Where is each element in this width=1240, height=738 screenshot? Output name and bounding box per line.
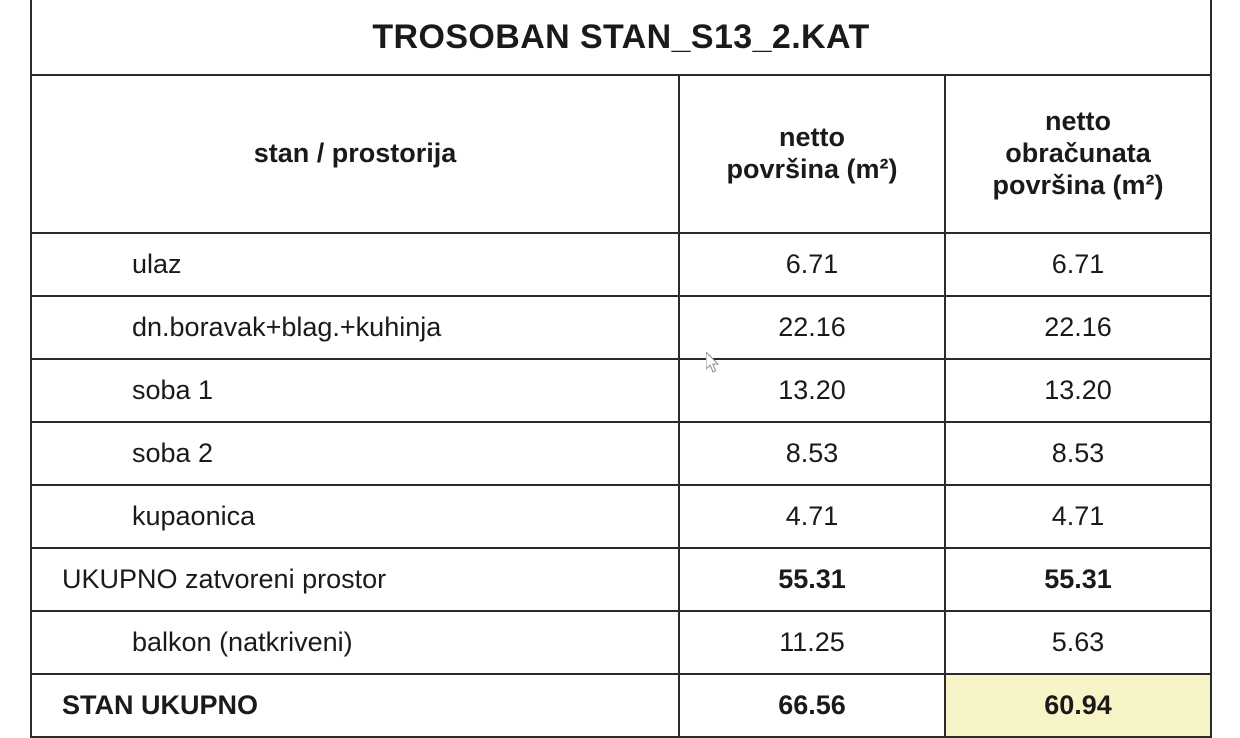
column-header-room: stan / prostorija (31, 75, 679, 233)
room-net-area: 4.71 (679, 485, 945, 548)
table-row (31, 485, 1211, 548)
column-header-calculated-area-line2: obračunata (1005, 138, 1151, 169)
subtotal-net-area: 55.31 (679, 548, 945, 611)
table-header-row (31, 75, 1211, 233)
table-row (31, 296, 1211, 359)
subtotal-calculated-area: 55.31 (945, 548, 1211, 611)
room-name: dn.boravak+blag.+kuhinja (31, 296, 679, 359)
table-row (31, 611, 1211, 674)
column-header-calculated-area-line3: površina (m²) (992, 169, 1164, 200)
column-header-calculated-area (945, 75, 1211, 233)
table-row (31, 359, 1211, 422)
table-row (31, 233, 1211, 296)
grand-total-net-area: 66.56 (679, 674, 945, 737)
column-header-calculated-area-line1: netto (1045, 106, 1111, 137)
room-net-area: 22.16 (679, 296, 945, 359)
room-calculated-area: 13.20 (945, 359, 1211, 422)
table-row-grand-total (31, 674, 1211, 737)
room-name: ulaz (31, 233, 679, 296)
room-calculated-area: 6.71 (945, 233, 1211, 296)
room-net-area: 6.71 (679, 233, 945, 296)
room-calculated-area: 8.53 (945, 422, 1211, 485)
table-row (31, 422, 1211, 485)
room-calculated-area: 5.63 (945, 611, 1211, 674)
room-net-area: 11.25 (679, 611, 945, 674)
room-name: soba 1 (31, 359, 679, 422)
subtotal-label: UKUPNO zatvoreni prostor (31, 548, 679, 611)
room-name: balkon (natkriveni) (31, 611, 679, 674)
room-calculated-area: 22.16 (945, 296, 1211, 359)
column-header-net-area-line1: netto (779, 122, 845, 153)
apartment-area-table (30, 0, 1212, 738)
room-calculated-area: 4.71 (945, 485, 1211, 548)
table-row-subtotal (31, 548, 1211, 611)
column-header-net-area-line2: površina (m²) (726, 154, 898, 184)
room-net-area: 13.20 (679, 359, 945, 422)
room-net-area: 8.53 (679, 422, 945, 485)
table-title-row (31, 0, 1211, 75)
page-title: TROSOBAN STAN_S13_2.KAT (31, 0, 1211, 75)
grand-total-calculated-area: 60.94 (945, 674, 1211, 737)
column-header-net-area (679, 75, 945, 233)
room-name: soba 2 (31, 422, 679, 485)
grand-total-label: STAN UKUPNO (31, 674, 679, 737)
room-name: kupaonica (31, 485, 679, 548)
